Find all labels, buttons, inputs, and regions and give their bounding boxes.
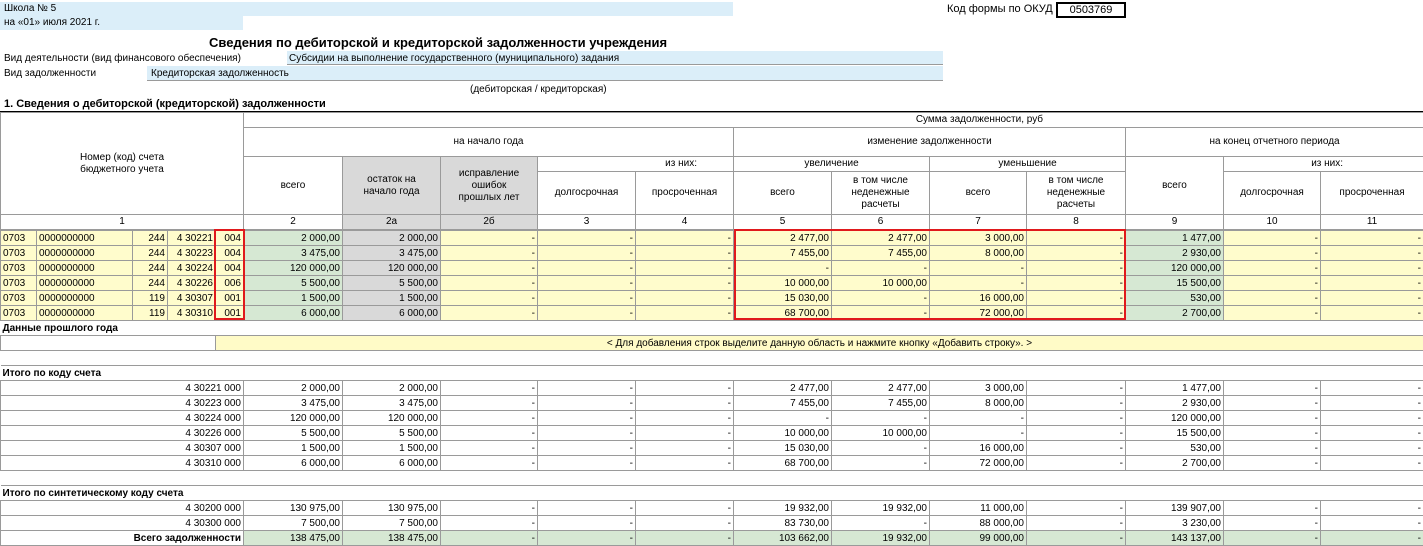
account-part-e[interactable]: 004: [216, 261, 244, 276]
account-part-b[interactable]: 0000000000: [37, 306, 133, 321]
row-code: 4 30224 000: [1, 411, 244, 426]
value-cell[interactable]: 3 475,00: [343, 246, 441, 261]
value-cell[interactable]: -: [636, 276, 734, 291]
by-account-label-row: [1, 366, 1423, 381]
account-part-e[interactable]: 004: [216, 246, 244, 261]
value-cell: 2 477,00: [734, 381, 832, 396]
value-cell[interactable]: -: [1321, 276, 1423, 291]
okud-label: Код формы по ОКУД: [947, 3, 1053, 15]
value-cell[interactable]: -: [441, 306, 538, 321]
column-header: [0, 112, 1423, 230]
table-row: [1, 306, 1423, 321]
okud-code[interactable]: 0503769: [1056, 2, 1126, 18]
value-cell[interactable]: -: [1224, 231, 1321, 246]
value-cell: 16 000,00: [930, 441, 1027, 456]
value-cell: 130 975,00: [343, 501, 441, 516]
total-cell: -: [1224, 531, 1321, 546]
table-row: [1, 231, 1423, 246]
value-cell[interactable]: 3 475,00: [244, 246, 343, 261]
value-cell: -: [832, 456, 930, 471]
value-cell[interactable]: -: [1224, 246, 1321, 261]
by-account-label: Итого по коду счета: [1, 366, 1423, 381]
value-cell[interactable]: -: [538, 246, 636, 261]
table-row: [1, 411, 1423, 426]
value-cell[interactable]: 72 000,00: [930, 306, 1027, 321]
value-cell: -: [930, 411, 1027, 426]
value-cell: 3 000,00: [930, 381, 1027, 396]
value-cell: -: [538, 411, 636, 426]
value-cell[interactable]: 16 000,00: [930, 291, 1027, 306]
value-cell: 10 000,00: [832, 426, 930, 441]
value-cell[interactable]: -: [1321, 231, 1423, 246]
value-cell: 7 500,00: [244, 516, 343, 531]
table-row: [1, 516, 1423, 531]
value-cell[interactable]: -: [1321, 261, 1423, 276]
header-end-overdue: просроченная: [1321, 172, 1423, 215]
header-start: на начало года: [244, 128, 734, 157]
header-start-total: всего: [244, 157, 343, 215]
value-cell: 15 030,00: [734, 441, 832, 456]
debt-type-value: Кредиторская задолженность: [151, 68, 289, 79]
value-cell[interactable]: -: [1321, 291, 1423, 306]
value-cell: -: [930, 426, 1027, 441]
value-cell: 530,00: [1126, 441, 1224, 456]
header-decrease: уменьшение: [930, 157, 1126, 172]
synthetic-label-row: [1, 486, 1423, 501]
value-cell[interactable]: 6 000,00: [244, 306, 343, 321]
value-cell: -: [1027, 516, 1126, 531]
value-cell[interactable]: -: [1224, 261, 1321, 276]
value-cell[interactable]: 8 000,00: [930, 246, 1027, 261]
value-cell: -: [636, 426, 734, 441]
activity-value: Субсидии на выполнение государственного (муниципального) задания: [289, 53, 619, 64]
value-cell[interactable]: 2 930,00: [1126, 246, 1224, 261]
total-cell: 99 000,00: [930, 531, 1027, 546]
header-remainder: остаток на начало года: [343, 157, 441, 215]
value-cell: 2 000,00: [244, 381, 343, 396]
row-code: 4 30223 000: [1, 396, 244, 411]
value-cell: -: [1027, 501, 1126, 516]
value-cell[interactable]: -: [832, 306, 930, 321]
value-cell[interactable]: -: [1321, 306, 1423, 321]
total-cell: -: [1321, 531, 1423, 546]
value-cell[interactable]: -: [636, 246, 734, 261]
add-rows-hint[interactable]: < Для добавления строк выделите данную область и нажмите кнопку «Добавить строку». >: [216, 336, 1423, 351]
value-cell[interactable]: -: [538, 306, 636, 321]
account-part-e[interactable]: 004: [216, 231, 244, 246]
value-cell[interactable]: -: [538, 261, 636, 276]
row-code: 4 30200 000: [1, 501, 244, 516]
account-part-c[interactable]: 244: [133, 246, 168, 261]
grand-total-label: Всего задолженности: [1, 531, 244, 546]
account-part-d[interactable]: 4 30226: [168, 276, 216, 291]
value-cell: 83 730,00: [734, 516, 832, 531]
value-cell: 2 000,00: [343, 381, 441, 396]
value-cell: -: [1224, 381, 1321, 396]
value-cell: 7 455,00: [734, 396, 832, 411]
total-cell: 103 662,00: [734, 531, 832, 546]
value-cell: -: [1321, 441, 1423, 456]
total-cell: -: [538, 531, 636, 546]
value-cell: -: [636, 396, 734, 411]
value-cell[interactable]: -: [636, 231, 734, 246]
account-part-a[interactable]: 0703: [1, 246, 37, 261]
account-part-c[interactable]: 244: [133, 231, 168, 246]
account-part-b[interactable]: 0000000000: [37, 246, 133, 261]
value-cell: -: [1027, 441, 1126, 456]
value-cell: -: [441, 501, 538, 516]
value-cell: -: [1224, 426, 1321, 441]
prev-year-label: Данные прошлого года: [1, 321, 1423, 336]
table-row: [1, 291, 1423, 306]
value-cell: -: [538, 501, 636, 516]
header-increase-total: всего: [734, 172, 832, 215]
table-row: [1, 276, 1423, 291]
value-cell[interactable]: -: [441, 246, 538, 261]
header-of-them: из них:: [538, 157, 734, 172]
value-cell: -: [636, 381, 734, 396]
value-cell: -: [1321, 381, 1423, 396]
value-cell[interactable]: -: [1027, 246, 1126, 261]
section-1-title: 1. Сведения о дебиторской (кредиторской) задолженности: [4, 98, 326, 110]
value-cell: -: [538, 516, 636, 531]
value-cell: 1 477,00: [1126, 381, 1224, 396]
header-decrease-noncash: в том числе неденежные расчеты: [1027, 172, 1126, 215]
value-cell: 120 000,00: [343, 411, 441, 426]
account-part-a[interactable]: 0703: [1, 231, 37, 246]
value-cell[interactable]: 15 500,00: [1126, 276, 1224, 291]
value-cell[interactable]: 530,00: [1126, 291, 1224, 306]
value-cell[interactable]: 2 477,00: [734, 231, 832, 246]
value-cell: 3 230,00: [1126, 516, 1224, 531]
account-part-c[interactable]: 119: [133, 306, 168, 321]
value-cell[interactable]: 3 000,00: [930, 231, 1027, 246]
value-cell: 8 000,00: [930, 396, 1027, 411]
value-cell: -: [1321, 516, 1423, 531]
table-row: [1, 501, 1423, 516]
value-cell[interactable]: 1 500,00: [343, 291, 441, 306]
value-cell: 1 500,00: [343, 441, 441, 456]
account-part-e[interactable]: 006: [216, 276, 244, 291]
value-cell[interactable]: -: [1027, 231, 1126, 246]
value-cell[interactable]: -: [1224, 276, 1321, 291]
value-cell: -: [1321, 501, 1423, 516]
value-cell[interactable]: -: [1027, 276, 1126, 291]
value-cell: 15 500,00: [1126, 426, 1224, 441]
header-correction: исправление ошибок прошлых лет: [441, 157, 538, 215]
value-cell[interactable]: 5 500,00: [244, 276, 343, 291]
header-overdue: просроченная: [636, 172, 734, 215]
value-cell[interactable]: -: [1224, 306, 1321, 321]
value-cell[interactable]: -: [441, 276, 538, 291]
value-cell: -: [636, 456, 734, 471]
table-row: [1, 426, 1423, 441]
value-cell: -: [1224, 411, 1321, 426]
value-cell: 120 000,00: [1126, 411, 1224, 426]
header-increase-noncash: в том числе неденежные расчеты: [832, 172, 930, 215]
table-row: [1, 381, 1423, 396]
value-cell[interactable]: 68 700,00: [734, 306, 832, 321]
row-code: 4 30300 000: [1, 516, 244, 531]
row-code: 4 30307 000: [1, 441, 244, 456]
value-cell: -: [832, 411, 930, 426]
account-part-a[interactable]: 0703: [1, 261, 37, 276]
value-cell: -: [636, 516, 734, 531]
value-cell: -: [1321, 411, 1423, 426]
value-cell: -: [832, 516, 930, 531]
account-part-c[interactable]: 119: [133, 291, 168, 306]
value-cell[interactable]: -: [538, 276, 636, 291]
value-cell: -: [1027, 396, 1126, 411]
value-cell: -: [636, 411, 734, 426]
value-cell[interactable]: -: [1321, 246, 1423, 261]
account-part-b[interactable]: 0000000000: [37, 231, 133, 246]
account-part-a[interactable]: 0703: [1, 291, 37, 306]
add-rows-row: [1, 336, 1423, 351]
table-row: [1, 441, 1423, 456]
prev-year-label-row: [1, 321, 1423, 336]
value-cell: -: [441, 381, 538, 396]
value-cell: -: [1027, 411, 1126, 426]
row-code: 4 30310 000: [1, 456, 244, 471]
value-cell: 7 455,00: [832, 396, 930, 411]
total-cell: -: [441, 531, 538, 546]
value-cell: -: [636, 441, 734, 456]
value-cell: 72 000,00: [930, 456, 1027, 471]
value-cell: -: [538, 456, 636, 471]
total-cell: 138 475,00: [244, 531, 343, 546]
header-change: изменение задолженности: [734, 128, 1126, 157]
value-cell[interactable]: 10 000,00: [734, 276, 832, 291]
debt-type-label: Вид задолженности: [4, 68, 96, 79]
value-cell: 7 500,00: [343, 516, 441, 531]
value-cell: -: [734, 411, 832, 426]
value-cell: 10 000,00: [734, 426, 832, 441]
value-cell: -: [1224, 456, 1321, 471]
value-cell: -: [441, 441, 538, 456]
value-cell[interactable]: 7 455,00: [734, 246, 832, 261]
value-cell: 6 000,00: [244, 456, 343, 471]
total-cell: 138 475,00: [343, 531, 441, 546]
summary-rows: [1, 321, 1423, 546]
account-part-a[interactable]: 0703: [1, 306, 37, 321]
total-cell: -: [1027, 531, 1126, 546]
account-part-e[interactable]: 001: [216, 291, 244, 306]
value-cell[interactable]: -: [734, 261, 832, 276]
account-part-d[interactable]: 4 30224: [168, 261, 216, 276]
value-cell[interactable]: -: [538, 231, 636, 246]
value-cell: -: [441, 456, 538, 471]
value-cell: 5 500,00: [343, 426, 441, 441]
value-cell: 5 500,00: [244, 426, 343, 441]
value-cell[interactable]: -: [441, 261, 538, 276]
value-cell: 120 000,00: [244, 411, 343, 426]
value-cell: -: [441, 411, 538, 426]
value-cell[interactable]: 15 030,00: [734, 291, 832, 306]
value-cell[interactable]: -: [538, 291, 636, 306]
value-cell[interactable]: 120 000,00: [244, 261, 343, 276]
value-cell: -: [636, 501, 734, 516]
row-code: 4 30226 000: [1, 426, 244, 441]
activity-label: Вид деятельности (вид финансового обеспечения): [4, 53, 241, 64]
account-part-e[interactable]: 001: [216, 306, 244, 321]
grand-total-row: [1, 531, 1423, 546]
value-cell: 2 930,00: [1126, 396, 1224, 411]
value-cell[interactable]: -: [636, 261, 734, 276]
header-end-long-term: долгосрочная: [1224, 172, 1321, 215]
value-cell[interactable]: 2 000,00: [244, 231, 343, 246]
value-cell: 11 000,00: [930, 501, 1027, 516]
value-cell[interactable]: -: [832, 261, 930, 276]
value-cell[interactable]: -: [832, 291, 930, 306]
account-part-d[interactable]: 4 30221: [168, 231, 216, 246]
value-cell: -: [1224, 501, 1321, 516]
header-increase: увеличение: [734, 157, 930, 172]
value-cell[interactable]: 2 700,00: [1126, 306, 1224, 321]
value-cell: 68 700,00: [734, 456, 832, 471]
value-cell[interactable]: 1 500,00: [244, 291, 343, 306]
row-code: 4 30221 000: [1, 381, 244, 396]
value-cell[interactable]: -: [930, 261, 1027, 276]
value-cell: -: [832, 441, 930, 456]
account-part-c[interactable]: 244: [133, 276, 168, 291]
data-rows: [1, 231, 1423, 321]
account-part-c[interactable]: 244: [133, 261, 168, 276]
account-part-d[interactable]: 4 30310: [168, 306, 216, 321]
value-cell: 2 477,00: [832, 381, 930, 396]
header-sum: Сумма задолженности, руб: [916, 114, 1043, 125]
school-name-cell[interactable]: [0, 2, 733, 16]
value-cell: -: [1224, 441, 1321, 456]
synthetic-label: Итого по синтетическому коду счета: [1, 486, 1423, 501]
value-cell: -: [538, 396, 636, 411]
value-cell: -: [1027, 456, 1126, 471]
value-cell: 88 000,00: [930, 516, 1027, 531]
value-cell: -: [441, 426, 538, 441]
value-cell: 139 907,00: [1126, 501, 1224, 516]
value-cell[interactable]: -: [1027, 261, 1126, 276]
value-cell[interactable]: 120 000,00: [343, 261, 441, 276]
header-decrease-total: всего: [930, 172, 1027, 215]
account-part-b[interactable]: 0000000000: [37, 276, 133, 291]
debt-table: [0, 230, 1423, 546]
value-cell: -: [1027, 381, 1126, 396]
header-account: Номер (код) счета бюджетного учета: [1, 113, 244, 215]
value-cell: 3 475,00: [244, 396, 343, 411]
column-numbers-row: 1 2 2а 2б 3 4 5 6 7 8 9 10 11: [1, 215, 1423, 230]
value-cell: -: [538, 381, 636, 396]
total-cell: 143 137,00: [1126, 531, 1224, 546]
header-end: на конец отчетного периода: [1126, 128, 1423, 157]
value-cell[interactable]: 120 000,00: [1126, 261, 1224, 276]
value-cell: 1 500,00: [244, 441, 343, 456]
value-cell: -: [538, 426, 636, 441]
value-cell: -: [1321, 426, 1423, 441]
page-title: Сведения по дебиторской и кредиторской задолженности учреждения: [209, 35, 667, 50]
value-cell[interactable]: 6 000,00: [343, 306, 441, 321]
value-cell[interactable]: 7 455,00: [832, 246, 930, 261]
value-cell[interactable]: -: [441, 231, 538, 246]
value-cell: 19 932,00: [734, 501, 832, 516]
value-cell: -: [1321, 396, 1423, 411]
table-row: [1, 246, 1423, 261]
value-cell: -: [538, 441, 636, 456]
value-cell[interactable]: -: [441, 291, 538, 306]
report-date: на «01» июля 2021 г.: [4, 17, 100, 28]
account-part-b[interactable]: 0000000000: [37, 291, 133, 306]
value-cell[interactable]: -: [1027, 306, 1126, 321]
header-end-total: всего: [1126, 157, 1224, 215]
value-cell[interactable]: -: [636, 291, 734, 306]
value-cell[interactable]: -: [636, 306, 734, 321]
value-cell: 6 000,00: [343, 456, 441, 471]
value-cell: -: [1027, 426, 1126, 441]
value-cell: 3 475,00: [343, 396, 441, 411]
value-cell[interactable]: -: [930, 276, 1027, 291]
value-cell[interactable]: 5 500,00: [343, 276, 441, 291]
value-cell: -: [441, 516, 538, 531]
value-cell[interactable]: 2 000,00: [343, 231, 441, 246]
account-part-b[interactable]: 0000000000: [37, 261, 133, 276]
value-cell: -: [1321, 456, 1423, 471]
header-long-term: долгосрочная: [538, 172, 636, 215]
total-cell: -: [636, 531, 734, 546]
account-part-d[interactable]: 4 30223: [168, 246, 216, 261]
value-cell: -: [441, 396, 538, 411]
value-cell: -: [1224, 396, 1321, 411]
value-cell: 2 700,00: [1126, 456, 1224, 471]
header-end-of-them: из них:: [1224, 157, 1423, 172]
value-cell: 19 932,00: [832, 501, 930, 516]
value-cell[interactable]: -: [1224, 291, 1321, 306]
table-row: [1, 261, 1423, 276]
value-cell[interactable]: -: [1027, 291, 1126, 306]
account-part-a[interactable]: 0703: [1, 276, 37, 291]
value-cell: 130 975,00: [244, 501, 343, 516]
school-name: Школа № 5: [4, 3, 56, 14]
table-row: [1, 456, 1423, 471]
total-cell: 19 932,00: [832, 531, 930, 546]
value-cell[interactable]: 2 477,00: [832, 231, 930, 246]
debt-type-hint: (дебиторская / кредиторская): [470, 84, 607, 95]
value-cell: -: [1224, 516, 1321, 531]
account-part-d[interactable]: 4 30307: [168, 291, 216, 306]
value-cell[interactable]: 1 477,00: [1126, 231, 1224, 246]
table-row: [1, 396, 1423, 411]
value-cell[interactable]: 10 000,00: [832, 276, 930, 291]
